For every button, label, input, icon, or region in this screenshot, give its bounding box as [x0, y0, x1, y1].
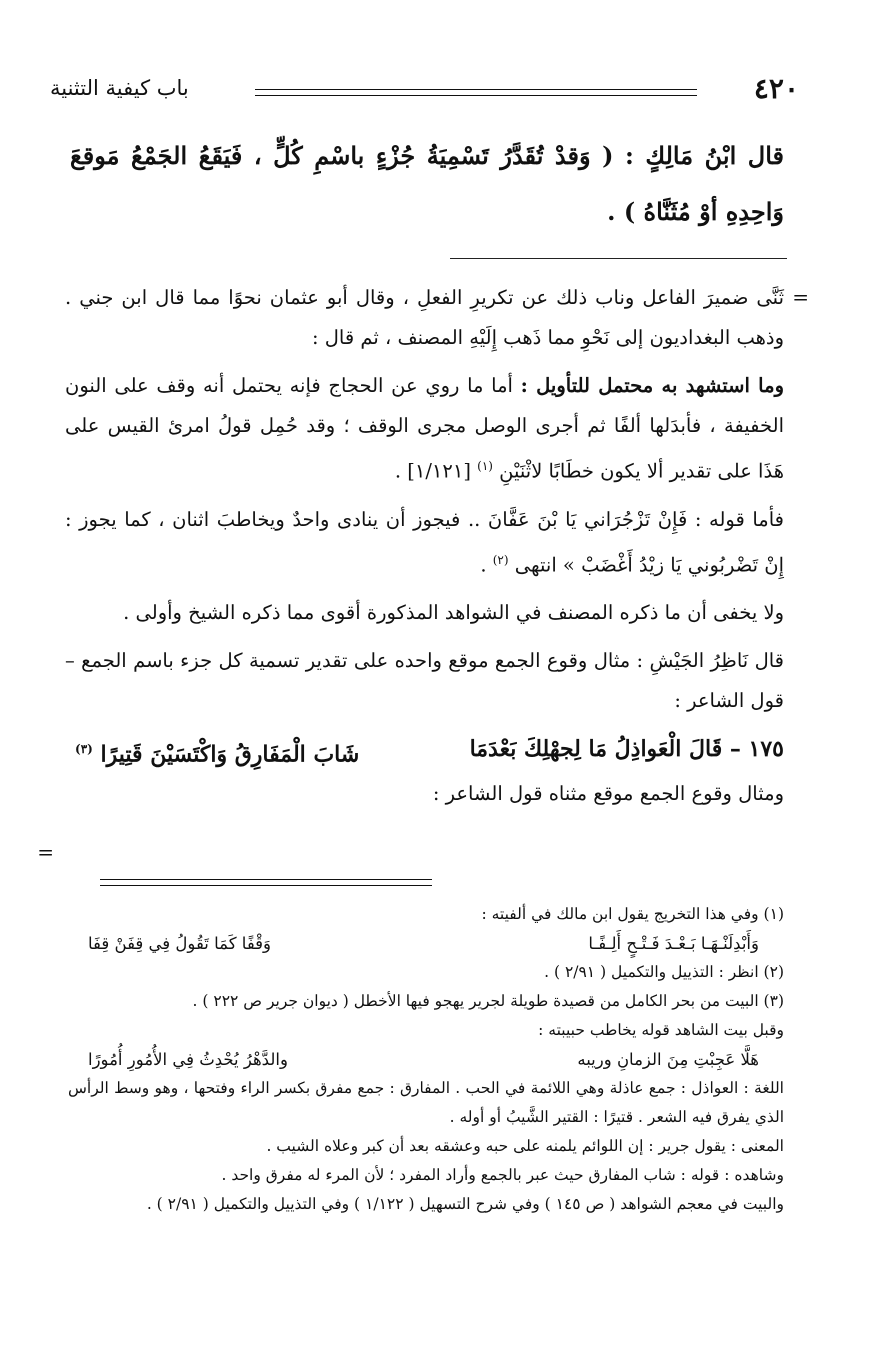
- matn-text: ( وَقدْ تُقَدَّرُ تَسْمِيَةُ جُزْءٍ باسْمِ كُلٍّ ، فَيَقَعُ الجَمْعُ مَوقعَ وَاحِدِهِ أوْ مُثَنَّاهُ ) .: [70, 141, 784, 226]
- verse-second-hemistich-wrap: [75, 729, 359, 774]
- footnote-ref-2: (٢): [492, 552, 509, 567]
- commentary: [65, 278, 784, 822]
- footnote-verse-2-second: والدَّهْرُ يُحْدِثُ فِي الأُمُورِ أُمُورًا: [88, 1050, 288, 1069]
- footnote-3b: وقبل بيت الشاهد قوله يخاطب حبيبته :: [538, 1021, 784, 1039]
- poetry-verse: [65, 729, 784, 774]
- continuation-marker-bottom: =: [37, 840, 54, 864]
- footnotes: [68, 900, 784, 1219]
- page-number: ٤٢٠: [753, 72, 799, 105]
- footnote-2: (٢) انظر : التذييل والتكميل ( ٢/٩١ ) .: [544, 963, 784, 981]
- commentary-paragraph-2: [65, 366, 784, 492]
- commentary-text-tail: [١/١٢١] .: [394, 459, 471, 483]
- commentary-text: أما ما روي عن الحجاج فإنه يحتمل أنه وقف على النون الخفيفة ، فأبدَلها ألفًا ثم أجرى الوصل مجرى الوقف ؛ وقد حُمِل قولُ امرئ القيس على هَذَا على تقدير ألا يكون خطَابًا لاثْنَيْنِ: [65, 374, 784, 483]
- footnote-evidence: وشاهده : قوله : شاب المفارق حيث عبر بالجمع وأراد المفرد ؛ لأن المرء له مفرق واحد .: [221, 1166, 784, 1184]
- continuation-marker-top: =: [792, 285, 809, 309]
- footnote-divider: [100, 879, 432, 886]
- footnote-verse-2: [68, 1045, 784, 1074]
- commentary-paragraph-4: ولا يخفى أن ما ذكره المصنف في الشواهد المذكورة أقوى مما ذكره الشيخ وأولى .: [123, 601, 784, 624]
- footnote-verse-1: [68, 929, 784, 958]
- commentary-text-tail: .: [480, 553, 487, 576]
- verse-second-hemistich: شَابَ الْمَفَارِقُ وَاكْتَسَيْنَ قَتِيرًا: [100, 741, 360, 768]
- footnote-sources: والبيت في معجم الشواهد ( ص ١٤٥ ) وفي شرح التسهيل ( ١/١٢٢ ) وفي التذييل والتكميل ( ٢/٩١ ) .: [146, 1195, 784, 1213]
- main-quotation: [70, 128, 784, 240]
- footnote-verse-2-first: هَلَّا عَجِبْتِ مِنَ الزمانِ وريبه: [577, 1050, 759, 1069]
- footnote-3: (٣) البيت من بحر الكامل من قصيدة طويلة لجرير يهجو فيها الأخطل ( ديوان جرير ص ٢٢٢ ) .: [192, 992, 784, 1010]
- running-head: باب كيفية التثنية: [50, 76, 189, 100]
- commentary-heading: وما استشهد به محتمل للتأويل :: [520, 374, 784, 397]
- section-divider: [450, 258, 787, 259]
- matn-speaker: قال ابْنُ مَالِكٍ :: [625, 141, 785, 170]
- footnote-ref-1: (١): [477, 459, 493, 473]
- footnote-verse-1-second: وَقْفًا كَمَا تَقُولُ فِي قِفَنْ قِفَا: [88, 934, 272, 953]
- verse-first-hemistich: ١٧٥ – قَالَ الْعَواذِلُ مَا لِجهْلِكَ بَعْدَمَا: [469, 736, 784, 762]
- commentary-text: فأما قوله : فَإِنْ تَزْجُرَاني يَا بْنَ عَفَّانَ .. فيجوز أن ينادى واحدٌ ويخاطبَ اثنان ، كما يجوز : إِنْ تَضْربُوني يَا زيْدُ أَغْضَبْ » انتهى: [65, 507, 784, 576]
- footnote-ref-3: (٣): [75, 742, 93, 756]
- commentary-paragraph-1: ثَنَّى ضميرَ الفاعل وناب ذلك عن تكريرِ الفعلِ ، وقال أبو عثمان نحوًا مما قال ابن جني . وذهب البغداديون إلى نَحْوِ مما ذَهب إِلَيْهِ المصنف ، ثم قال :: [65, 286, 784, 349]
- footnote-1: (١) وفي هذا التخريج يقول ابن مالك في ألفيته :: [481, 905, 784, 923]
- page-header: [50, 72, 819, 112]
- footnote-meaning: المعنى : يقول جرير : إن اللوائم يلمنه على حبه وعشقه بعد أن كبر وعلاه الشيب .: [266, 1137, 784, 1155]
- commentary-paragraph-3: [65, 500, 784, 586]
- footnote-verse-1-first: وَأَبْدِلَنْـهَـا بَـعْـدَ فَـتْـحٍ أَلِـفًـا: [588, 934, 759, 953]
- commentary-paragraph-5: قال نَاظِرُ الجَيْشِ : مثال وقوع الجمع موقع واحده على تقدير تسمية كل جزء باسم الجمع – قول الشاعر :: [65, 649, 784, 712]
- header-rule: [255, 89, 697, 96]
- footnote-lexicon: اللغة : العواذل : جمع عاذلة وهي اللائمة في الحب . المفارق : جمع مفرق بكسر الراء وفتحها ، وهو وسط الرأس الذي يفرق فيه الشعر . قتيرًا : القتير الشَّيبُ أو أوله .: [68, 1079, 784, 1126]
- commentary-paragraph-6: ومثال وقوع الجمع موقع مثناه قول الشاعر :: [432, 782, 784, 806]
